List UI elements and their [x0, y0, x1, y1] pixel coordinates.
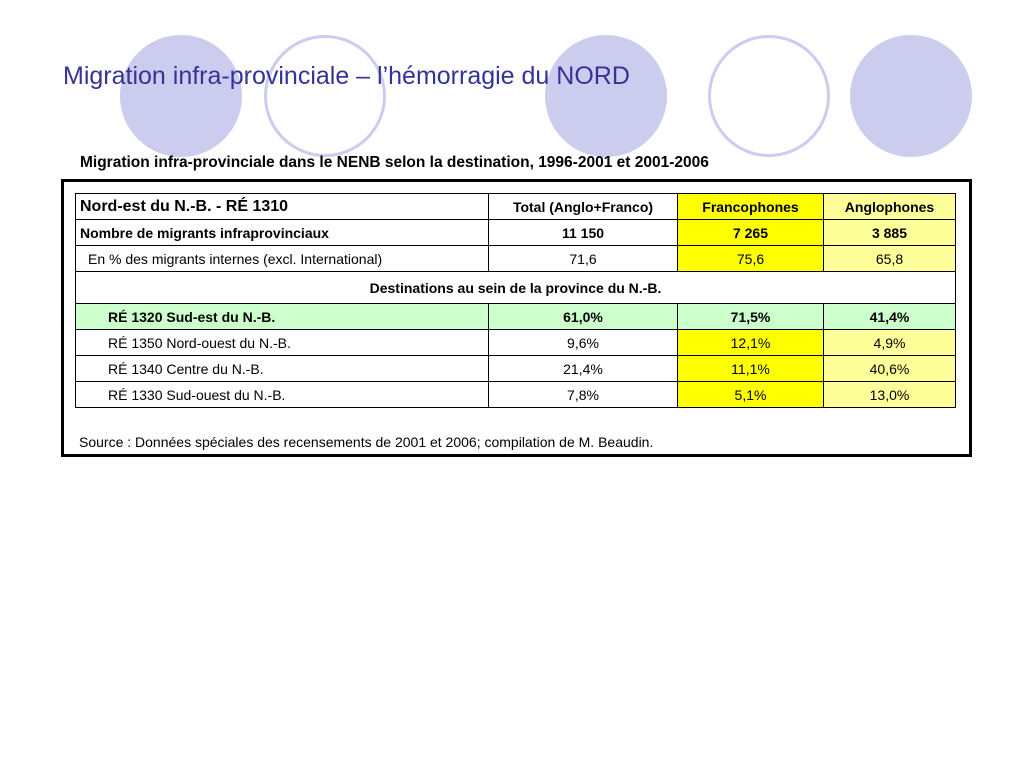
header-anglophones: Anglophones [824, 194, 956, 220]
destination-label: RÉ 1330 Sud-ouest du N.-B. [76, 382, 489, 408]
destination-total: 21,4% [489, 356, 678, 382]
destination-anglophones: 41,4% [824, 304, 956, 330]
destination-francophones: 71,5% [678, 304, 824, 330]
decor-circle-4 [708, 35, 830, 157]
header-francophones: Francophones [678, 194, 824, 220]
section-title: Destinations au sein de la province du N.-B. [76, 272, 956, 304]
migration-table [75, 193, 956, 408]
destination-francophones: 11,1% [678, 356, 824, 382]
destination-row [76, 356, 956, 382]
percent-total: 71,6 [489, 246, 678, 272]
migrants-francophones: 7 265 [678, 220, 824, 246]
destination-francophones: 5,1% [678, 382, 824, 408]
source-note: Source : Données spéciales des recensements de 2001 et 2006; compilation de M. Beaudin. [79, 434, 654, 450]
destination-anglophones: 13,0% [824, 382, 956, 408]
percent-anglophones: 65,8 [824, 246, 956, 272]
migrants-anglophones: 3 885 [824, 220, 956, 246]
decor-circle-2 [264, 35, 386, 157]
decor-circle-1 [120, 35, 242, 157]
destination-label: RÉ 1350 Nord-ouest du N.-B. [76, 330, 489, 356]
destination-anglophones: 40,6% [824, 356, 956, 382]
destination-total: 9,6% [489, 330, 678, 356]
percent-row [76, 246, 956, 272]
destination-row [76, 382, 956, 408]
table-caption: Migration infra-provinciale dans le NENB selon la destination, 1996-2001 et 2001-2006 [80, 154, 709, 171]
destination-label: RÉ 1340 Centre du N.-B. [76, 356, 489, 382]
migrants-row [76, 220, 956, 246]
header-total: Total (Anglo+Franco) [489, 194, 678, 220]
destination-francophones: 12,1% [678, 330, 824, 356]
slide-title: Migration infra-provinciale – l’hémorragie du NORD [63, 62, 630, 90]
destination-row [76, 330, 956, 356]
header-region: Nord-est du N.-B. - RÉ 1310 [76, 194, 489, 220]
decor-circle-5 [850, 35, 972, 157]
percent-francophones: 75,6 [678, 246, 824, 272]
table-header-row [76, 194, 956, 220]
migrants-total: 11 150 [489, 220, 678, 246]
destination-total: 61,0% [489, 304, 678, 330]
section-row [76, 272, 956, 304]
decor-circle-3 [545, 35, 667, 157]
destination-anglophones: 4,9% [824, 330, 956, 356]
destination-label: RÉ 1320 Sud-est du N.-B. [76, 304, 489, 330]
percent-label: En % des migrants internes (excl. International) [76, 246, 489, 272]
migrants-label: Nombre de migrants infraprovinciaux [76, 220, 489, 246]
destination-row [76, 304, 956, 330]
destination-total: 7,8% [489, 382, 678, 408]
